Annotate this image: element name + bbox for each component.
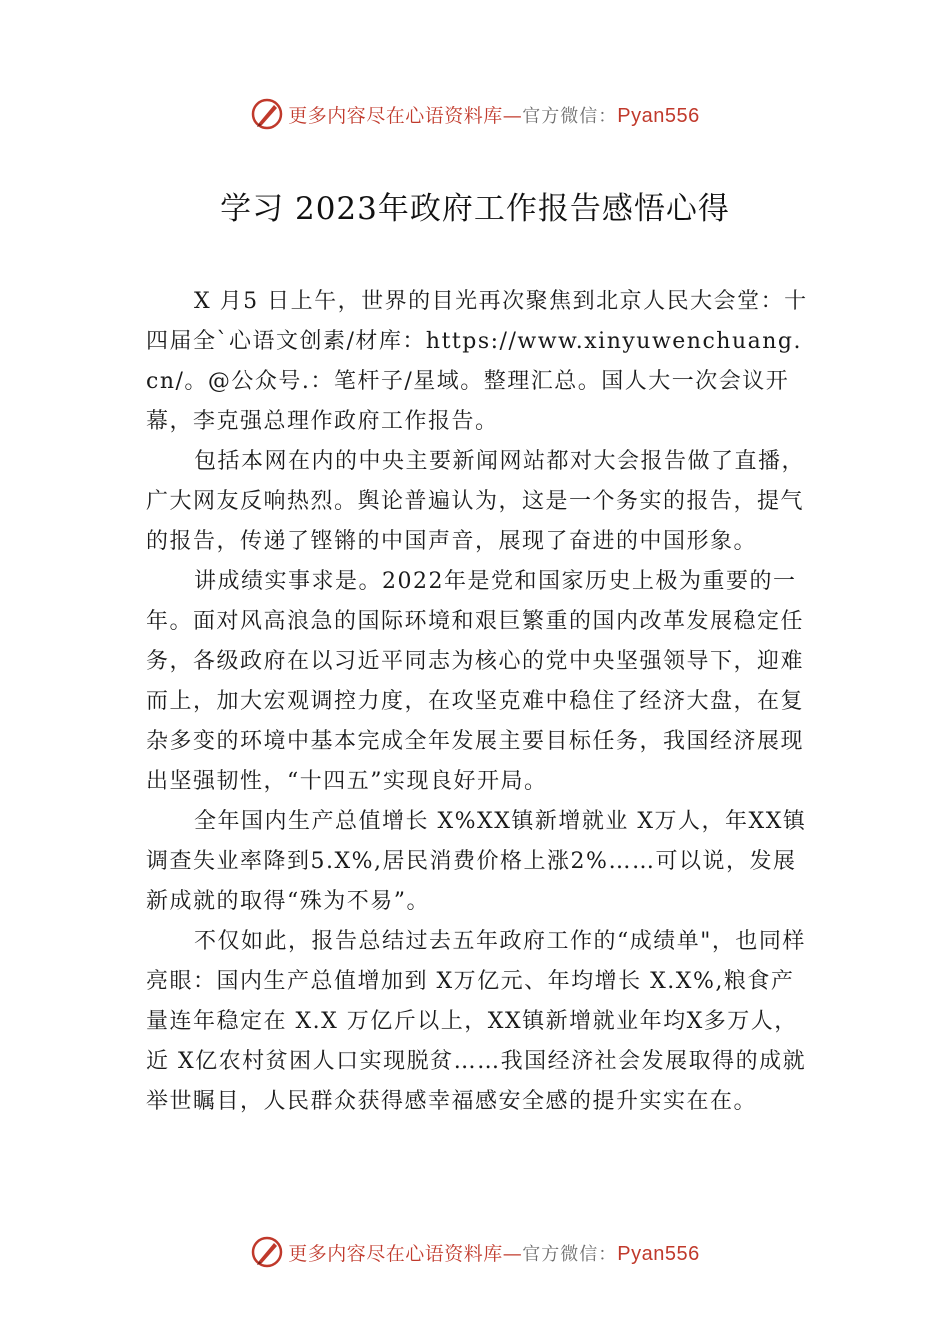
paragraph: 包括本网在内的中央主要新闻网站都对大会报告做了直播，广大网友反响热烈。舆论普遍认为，这是一个务实的报告，提气的报告，传递了铿锵的中国声音，展现了奋进的中国形象。	[146, 449, 806, 554]
header-banner	[0, 94, 950, 134]
banner-text: 更多内容尽在心语资料库—官方微信：Pyan556	[288, 1242, 700, 1265]
paragraph: X 月5 日上午，世界的目光再次聚焦到北京人民大会堂：十四届全`心语文创素/材库：https://www.xinyuwenchuang.cn/。@公众号.：笔杆子/星域。整理汇总。国人大一次会议开幕，李克强总理作政府工作报告。	[146, 289, 808, 434]
pen-seal-icon	[250, 97, 284, 131]
paragraph: 不仅如此，报告总结过去五年政府工作的“成绩单"，也同样亮眼：国内生产总值增加到 X万亿元、年均增长 X.X%,粮食产量连年稳定在 X.X 万亿斤以上，XX镇新增就业年均X多万人，近 X亿农村贫困人口实现脱贫……我国经济社会发展取得的成就举世瞩目，人民群众获得感幸福感安全感的提升实实在在。	[146, 929, 807, 1114]
document-body	[146, 282, 810, 1122]
pen-seal-icon	[250, 1235, 284, 1269]
document-title: 学习 2023年政府工作报告感悟心得	[220, 191, 730, 227]
banner-text: 更多内容尽在心语资料库—官方微信：Pyan556	[288, 104, 700, 127]
paragraph: 全年国内生产总值增长 X%XX镇新增就业 X万人，年XX镇调查失业率降到5.X%,居民消费价格上涨2%……可以说，发展新成就的取得“殊为不易”。	[146, 809, 807, 914]
paragraph: 讲成绩实事求是。2022年是党和国家历史上极为重要的一年。面对风高浪急的国际环境和艰巨繁重的国内改革发展稳定任务，各级政府在以习近平同志为核心的党中央坚强领导下，迎难而上，加大宏观调控力度，在攻坚克难中稳住了经济大盘，在复杂多变的环境中基本完成全年发展主要目标任务，我国经济展现出坚强韧性，“十四五”实现良好开局。	[146, 569, 805, 794]
footer-banner	[0, 1232, 950, 1272]
